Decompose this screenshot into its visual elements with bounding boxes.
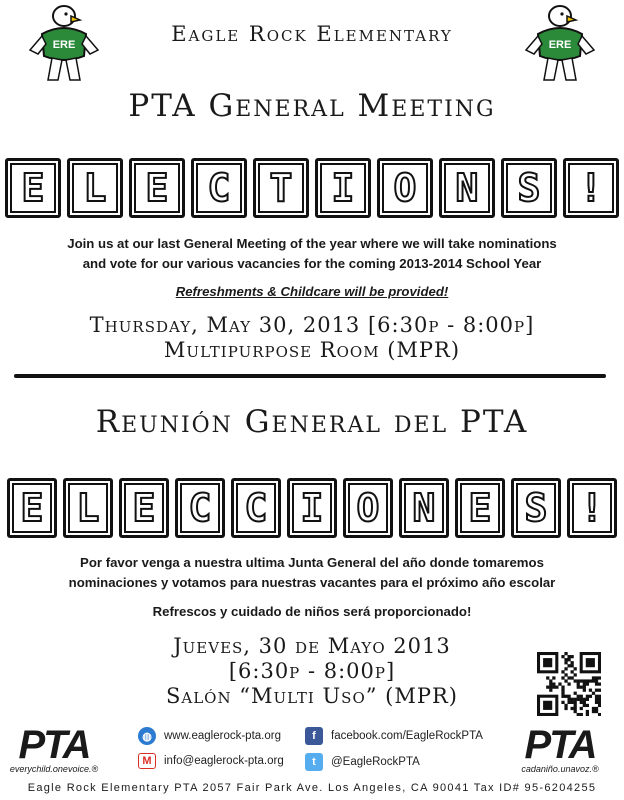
english-details [0,313,624,363]
mascot-right [520,4,600,88]
stamp-letter-tile: I [287,478,337,538]
school-name: Eagle Rock Elementary [171,22,453,46]
pta-logo-right [510,723,610,774]
spanish-date: Jueves, 30 de Mayo 2013 [173,634,451,658]
stamp-letter-tile: C [175,478,225,538]
stamp-letter-tile: E [455,478,505,538]
website-link[interactable]: www.eaglerock-pta.org [164,730,281,742]
pta-logo-left [8,723,100,774]
pta-logo-mark: PTA [18,723,90,767]
stamp-letter-tile: S [501,158,557,218]
gmail-icon: M [138,753,156,769]
qr-code-icon [537,652,601,716]
svg-text:ERE: ERE [548,39,572,51]
english-intro-line1: Join us at our last General Meeting of the year where we will take nominations [67,236,557,251]
globe-icon: ◍ [138,727,156,745]
stamp-letter-tile: E [119,478,169,538]
english-intro [0,234,624,274]
stamp-letter-tile: C [191,158,247,218]
spanish-intro-line2: nominaciones y votamos para nuestras vacantes para el próximo año escolar [68,575,556,590]
email-link[interactable]: info@eaglerock-pta.org [164,755,284,767]
english-location: Multipurpose Room (MPR) [163,338,461,362]
stamp-letter-tile: T [253,158,309,218]
pta-tagline: cadaniño.unavoz.® [521,764,599,774]
stamp-letter-tile: ! [567,478,617,538]
stamp-letter-tile: E [7,478,57,538]
twitter-link[interactable]: @EagleRockPTA [331,756,420,768]
twitter-contact[interactable] [305,753,420,771]
mascot-left [24,4,104,88]
footer-address: Eagle Rock Elementary PTA 2057 Fair Park Ave. Los Angeles, CA 90041 Tax ID# 95-6204255 [27,782,597,794]
facebook-link[interactable]: facebook.com/EagleRockPTA [331,730,483,742]
english-intro-line2: and vote for our various vacancies for the coming 2013-2014 School Year [82,256,542,271]
english-title: PTA General Meeting [128,88,496,124]
twitter-icon: t [305,753,323,771]
stamp-letter-tile: O [343,478,393,538]
elecciones-stamp [0,478,624,538]
email-contact[interactable] [138,753,284,769]
spanish-title: Reunión General del PTA [95,404,529,440]
spanish-provided-note: Refrescos y cuidado de niños será proporcionado! [152,604,472,619]
stamp-letter-tile: ! [563,158,619,218]
stamp-letter-tile: N [439,158,495,218]
spanish-location: Salón “Multi Uso” (MPR) [165,684,458,708]
stamp-letter-tile: I [315,158,371,218]
facebook-icon: f [305,727,323,745]
stamp-letter-tile: N [399,478,449,538]
spanish-intro [0,553,624,593]
facebook-contact[interactable] [305,727,483,745]
svg-text:ERE: ERE [52,39,76,51]
website-contact[interactable] [138,727,281,745]
english-provided-note: Refreshments & Childcare will be provided! [175,284,449,299]
spanish-time: [6:30p - 8:00p] [228,659,396,683]
qr-code[interactable] [537,652,601,720]
stamp-letter-tile: L [63,478,113,538]
stamp-letter-tile: E [5,158,61,218]
stamp-letter-tile: C [231,478,281,538]
english-date-time: Thursday, May 30, 2013 [6:30p - 8:00p] [89,313,535,337]
pta-logo-mark: PTA [524,723,596,767]
stamp-letter-tile: E [129,158,185,218]
pta-tagline: everychild.onevoice.® [9,764,99,774]
section-divider [14,374,606,378]
stamp-letter-tile: S [511,478,561,538]
spanish-details [0,634,624,709]
stamp-letter-tile: L [67,158,123,218]
elections-stamp [0,158,624,218]
stamp-letter-tile: O [377,158,433,218]
spanish-intro-line1: Por favor venga a nuestra ultima Junta General del año donde tomaremos [80,555,544,570]
